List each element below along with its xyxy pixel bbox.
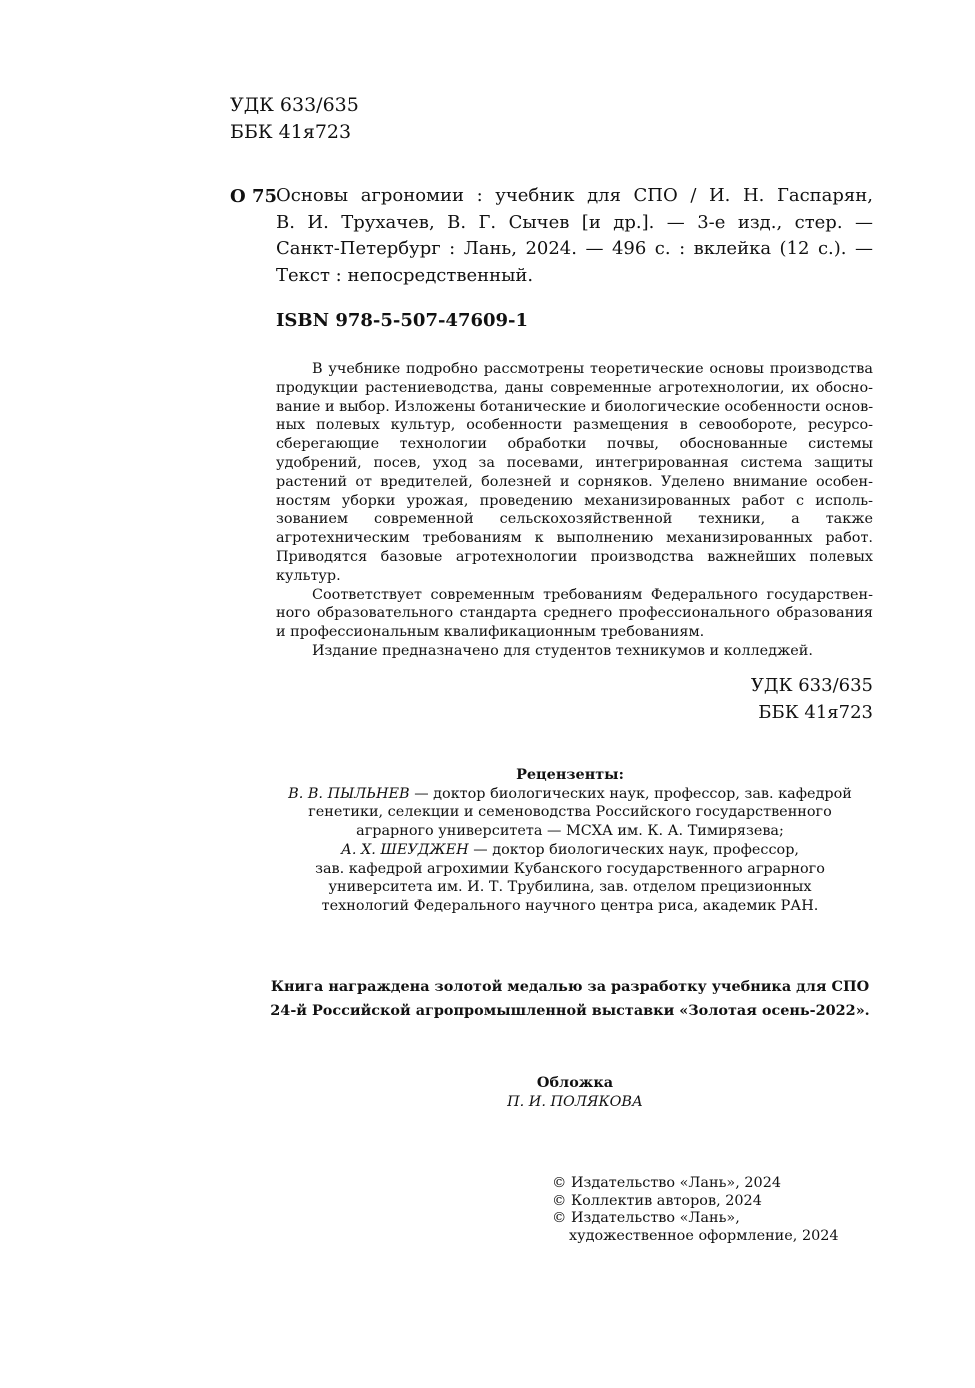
copyright-line: © Коллектив авторов, 2024: [552, 1192, 762, 1209]
copyright-block: [552, 1175, 839, 1245]
bbk-code: ББК 41я723: [758, 702, 873, 723]
abstract-line: культур.: [276, 567, 341, 584]
reviewer-line: университета им. И. Т. Трубилина, зав. отделом прецизионных: [328, 879, 812, 896]
copyright-line: © Издательство «Лань», 2024: [552, 1175, 782, 1191]
abstract-line: агротехническим требованиям к выполнению механизированных работ.: [276, 530, 873, 547]
award-line: Книга награждена золотой медалью за разработку учебника для СПО: [270, 978, 870, 995]
reviewer-line: зав. кафедрой агрохимии Кубанского государственного аграрного: [315, 860, 825, 877]
abstract-line: Соответствует современным требованиям Федерального государствен-: [312, 586, 873, 603]
isbn: ISBN 978-5-507-47609-1: [276, 310, 529, 331]
reviewer-line: технологий Федерального научного центра риса, академик РАН.: [321, 897, 819, 914]
abstract: [276, 360, 873, 661]
reviewer-name: В. В. ПЫЛЬНЕВ: [288, 785, 410, 802]
abstract-line: удобрений, посев, уход за посевами, интегрированная система защиты: [276, 454, 873, 471]
reviewers: [250, 766, 890, 916]
abstract-line: Издание предназначено для студентов техникумов и колледжей.: [312, 642, 813, 659]
abstract-line: В учебнике подробно рассмотрены теоретические основы производства: [312, 361, 873, 377]
abstract-line: сберегающие технологии обработки почвы, обоснованные системы: [276, 436, 873, 453]
bibliographic-record: [276, 183, 873, 289]
abstract-line: и профессиональным квалификационным требованиям.: [276, 624, 705, 641]
award-line: 24-й Российской агропромышленной выставки «Золотая осень-2022».: [270, 1002, 870, 1019]
udk-code: УДК 633/635: [230, 94, 359, 116]
bib-line: В. И. Трухачев, В. Г. Сычев [и др.]. — 3-е изд., стер. —: [276, 211, 873, 233]
abstract-line: растений от вредителей, болезней и сорняков. Уделено внимание особен-: [276, 473, 873, 490]
bbk-code: ББК 41я723: [230, 121, 352, 143]
abstract-line: ного образовательного стандарта среднего профессионального образования: [276, 605, 873, 622]
reviewer-line: генетики, селекции и семеноводства Российского государственного: [308, 804, 832, 821]
abstract-line: ных полевых культур, особенности размещения в севообороте, ресурсо-: [276, 417, 873, 434]
abstract-line: ностям уборки урожая, проведению механизированных работ с исполь-: [276, 492, 873, 509]
bib-line: Текст : непосредственный.: [276, 264, 534, 286]
reviewers-title: Рецензенты:: [516, 766, 624, 783]
cover-author: П. И. ПОЛЯКОВА: [507, 1093, 643, 1110]
reviewer-desc: — доктор биологических наук, профессор, зав. кафедрой: [409, 785, 852, 802]
bib-line: Основы агрономии : учебник для СПО / И. Н. Гаспарян,: [276, 185, 873, 206]
abstract-line: Приводятся базовые агротехнологии производства важнейших полевых: [276, 548, 873, 565]
reviewer-name: А. Х. ШЕУДЖЕН: [341, 841, 469, 858]
award-notice: [230, 975, 910, 1023]
top-classification-codes: [230, 92, 359, 146]
bib-line: Санкт-Петербург : Лань, 2024. — 496 с. : вклейка (12 с.). —: [276, 238, 873, 259]
reviewer-line: [250, 785, 890, 804]
bottom-classification-codes: [751, 672, 873, 726]
cover-title: Обложка: [536, 1074, 614, 1091]
copyright-line: © Издательство «Лань»,: [552, 1210, 740, 1226]
author-mark: О 75: [230, 186, 277, 207]
cover-credit: [430, 1074, 720, 1111]
abstract-line: зованием современной сельскохозяйственной техники, а также: [276, 511, 873, 528]
copyright-line: художественное оформление, 2024: [569, 1227, 839, 1244]
reviewer-desc: — доктор биологических наук, профессор,: [468, 841, 799, 858]
abstract-line: вание и выбор. Изложены ботанические и биологические особенности основ-: [276, 398, 874, 415]
reviewer-line: [250, 841, 890, 860]
reviewer-line: аграрного университета — МСХА им. К. А. Тимирязева;: [356, 823, 784, 840]
abstract-line: продукции растениеводства, даны современные агротехнологии, их обосно-: [276, 379, 873, 396]
udk-code: УДК 633/635: [750, 675, 873, 696]
